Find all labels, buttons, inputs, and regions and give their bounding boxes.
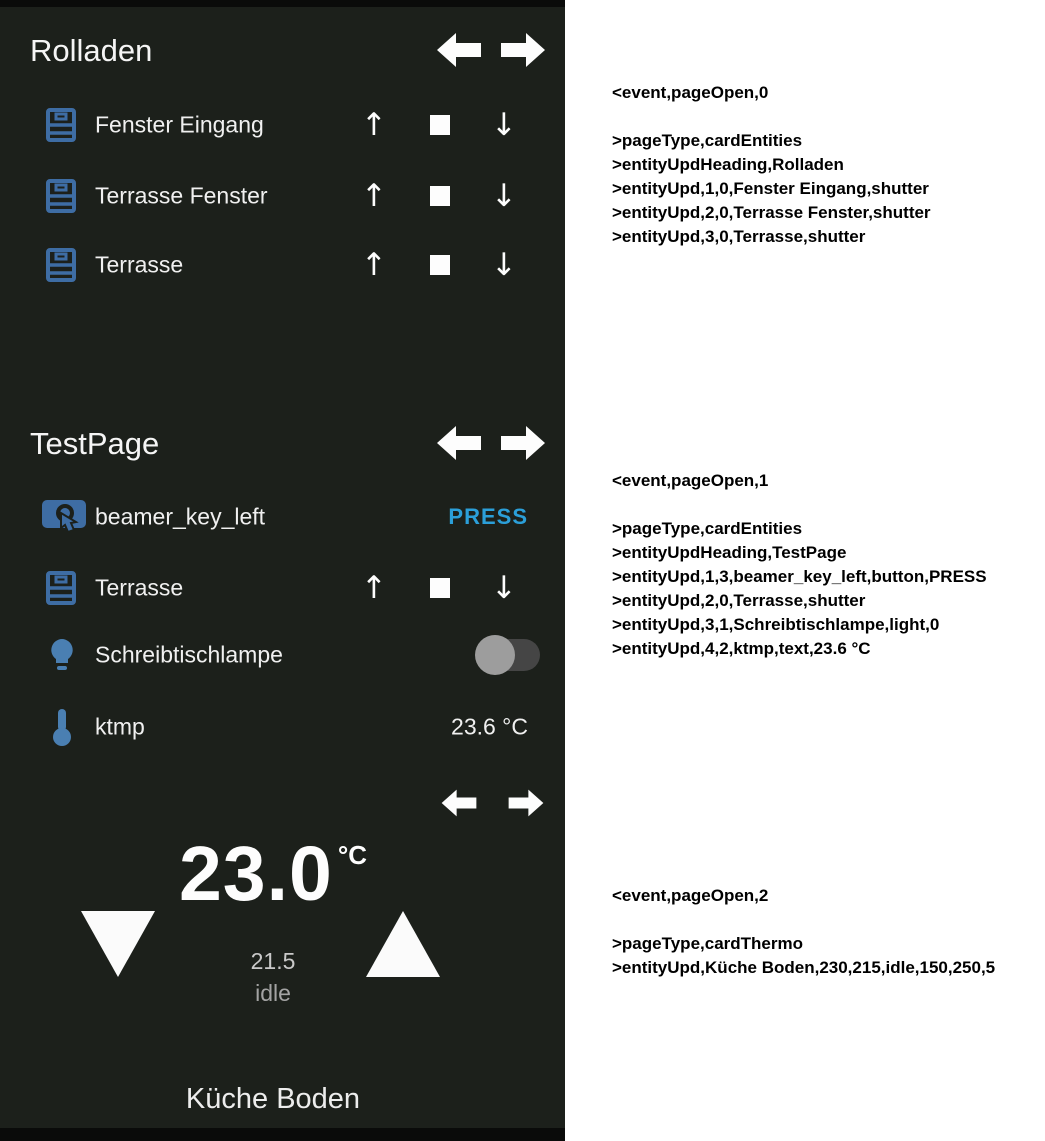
- shutter-up-button[interactable]: [351, 103, 397, 147]
- window-shutter-icon: [44, 570, 78, 606]
- shutter-up-button[interactable]: [351, 243, 397, 287]
- entity-row: [0, 633, 565, 677]
- entity-row: [0, 103, 565, 147]
- page-title-rolladen: Rolladen: [30, 33, 153, 68]
- arrow-left-icon: [437, 31, 481, 69]
- arrow-right-icon: [501, 424, 545, 462]
- entity-row: [0, 705, 565, 749]
- nav-next-button[interactable]: [501, 424, 545, 462]
- up-arrow-icon: ↑: [361, 177, 387, 214]
- serial-log-line: [612, 105, 931, 129]
- entity-value: 23.6 °C: [451, 713, 528, 740]
- serial-log-line: >entityUpd,Küche Boden,230,215,idle,150,250,5: [612, 958, 996, 977]
- down-arrow-icon: ↓: [491, 246, 517, 283]
- serial-log-line: >entityUpd,1,3,beamer_key_left,button,PRESS: [612, 567, 987, 586]
- up-arrow-icon: ↑: [361, 246, 387, 283]
- arrow-left-icon: [437, 424, 481, 462]
- shutter-stop-button[interactable]: [417, 243, 463, 287]
- serial-log-block-1: [612, 469, 987, 661]
- shutter-stop-button[interactable]: [417, 566, 463, 610]
- gesture-tap-button-icon: [41, 496, 87, 538]
- shutter-down-button[interactable]: [481, 103, 527, 147]
- shutter-down-button[interactable]: [481, 174, 527, 218]
- arrow-left-icon: [440, 788, 478, 818]
- press-button[interactable]: PRESS: [448, 504, 528, 529]
- toggle-knob: [475, 635, 515, 675]
- entity-label: Schreibtischlampe: [95, 641, 283, 668]
- entity-row: [0, 566, 565, 610]
- stop-square-icon: [430, 115, 450, 135]
- serial-log-line: >entityUpd,2,0,Terrasse,shutter: [612, 591, 866, 610]
- entity-label: Fenster Eingang: [95, 111, 264, 138]
- thermostat-name: Küche Boden: [185, 1083, 361, 1115]
- shutter-stop-button[interactable]: [417, 174, 463, 218]
- serial-log-line: <event,pageOpen,2: [612, 886, 769, 905]
- serial-log-line: [612, 908, 995, 932]
- up-arrow-icon: ↑: [361, 106, 387, 143]
- serial-log-line: <event,pageOpen,1: [612, 471, 769, 490]
- entity-row: [0, 174, 565, 218]
- window-shutter-icon: [44, 247, 78, 283]
- serial-log-block-0: [612, 81, 931, 249]
- stop-square-icon: [430, 578, 450, 598]
- nav-prev-button[interactable]: [437, 424, 481, 462]
- window-shutter-icon: [44, 178, 78, 214]
- serial-log-line: >entityUpdHeading,Rolladen: [612, 155, 844, 174]
- serial-log-block-2: [612, 884, 995, 980]
- current-temperature: [0, 831, 546, 917]
- shutter-stop-button[interactable]: [417, 103, 463, 147]
- entity-label: ktmp: [95, 713, 145, 740]
- nav-next-button[interactable]: [507, 788, 545, 818]
- serial-log-line: >entityUpd,3,1,Schreibtischlampe,light,0: [612, 615, 940, 634]
- entity-label: Terrasse: [95, 574, 184, 601]
- shutter-down-button[interactable]: [481, 243, 527, 287]
- bezel-bottom: [0, 1128, 565, 1141]
- bezel-top: [0, 0, 565, 7]
- stop-square-icon: [430, 255, 450, 275]
- arrow-right-icon: [501, 31, 545, 69]
- down-arrow-icon: ↓: [491, 569, 517, 606]
- serial-log-line: >pageType,cardThermo: [612, 934, 803, 953]
- entity-label: Terrasse Fenster: [95, 182, 268, 209]
- entity-row: [0, 243, 565, 287]
- nav-prev-button[interactable]: [440, 788, 478, 818]
- serial-log-line: >entityUpd,2,0,Terrasse Fenster,shutter: [612, 203, 931, 222]
- nav-next-button[interactable]: [501, 31, 545, 69]
- serial-log-line: >pageType,cardEntities: [612, 519, 803, 538]
- down-arrow-icon: ↓: [491, 177, 517, 214]
- thermometer-icon: [52, 707, 72, 747]
- page-title-testpage: TestPage: [30, 426, 160, 461]
- serial-log-line: >entityUpd,3,0,Terrasse,shutter: [612, 227, 866, 246]
- serial-log-line: >entityUpd,4,2,ktmp,text,23.6 °C: [612, 639, 871, 658]
- serial-log-line: <event,pageOpen,0: [612, 83, 769, 102]
- entity-row: [0, 495, 565, 539]
- window-shutter-icon: [44, 107, 78, 143]
- serial-log-line: >entityUpd,1,0,Fenster Eingang,shutter: [612, 179, 929, 198]
- shutter-up-button[interactable]: [351, 566, 397, 610]
- temperature-unit: °C: [337, 840, 368, 870]
- arrow-right-icon: [507, 788, 545, 818]
- shutter-down-button[interactable]: [481, 566, 527, 610]
- entity-label: beamer_key_left: [95, 503, 266, 530]
- down-arrow-icon: ↓: [491, 106, 517, 143]
- serial-log-line: >entityUpdHeading,TestPage: [612, 543, 847, 562]
- shutter-up-button[interactable]: [351, 174, 397, 218]
- serial-log-line: >pageType,cardEntities: [612, 131, 803, 150]
- light-toggle[interactable]: [478, 639, 540, 671]
- serial-log-line: [612, 493, 987, 517]
- lightbulb-icon: [49, 638, 75, 672]
- target-temperature: 21.5: [250, 948, 296, 974]
- stop-square-icon: [430, 186, 450, 206]
- nav-prev-button[interactable]: [437, 31, 481, 69]
- entity-label: Terrasse: [95, 251, 184, 278]
- thermostat-state: idle: [255, 980, 291, 1006]
- current-temperature-value: 23.0: [178, 831, 333, 917]
- up-arrow-icon: ↑: [361, 569, 387, 606]
